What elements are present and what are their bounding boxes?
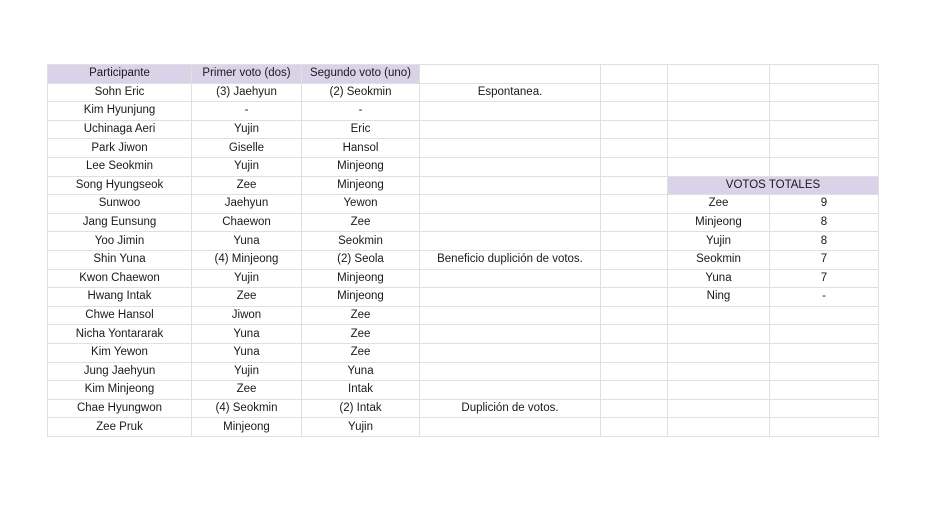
participant-cell[interactable]: Song Hyungseok	[48, 176, 192, 195]
empty-cell[interactable]	[668, 139, 770, 158]
empty-cell[interactable]	[770, 418, 879, 437]
note-cell[interactable]	[420, 102, 601, 121]
empty-cell[interactable]	[601, 232, 668, 251]
empty-cell[interactable]	[668, 325, 770, 344]
empty-cell[interactable]	[668, 157, 770, 176]
first-vote-cell[interactable]: Yujin	[192, 120, 302, 139]
first-vote-cell[interactable]: -	[192, 102, 302, 121]
table-row	[48, 288, 879, 307]
first-vote-cell[interactable]: Zee	[192, 288, 302, 307]
second-vote-cell[interactable]: Intak	[302, 381, 420, 400]
note-cell[interactable]	[420, 325, 601, 344]
empty-cell[interactable]	[601, 213, 668, 232]
table-row	[48, 195, 879, 214]
first-vote-cell[interactable]: Yujin	[192, 269, 302, 288]
first-vote-cell[interactable]: Zee	[192, 381, 302, 400]
empty-cell[interactable]	[770, 306, 879, 325]
note-cell[interactable]	[420, 176, 601, 195]
empty-cell[interactable]	[770, 83, 879, 102]
totals-votes-cell[interactable]: 8	[770, 213, 879, 232]
second-vote-cell[interactable]: Seokmin	[302, 232, 420, 251]
note-cell[interactable]	[420, 120, 601, 139]
empty-cell[interactable]	[770, 102, 879, 121]
note-cell[interactable]	[420, 269, 601, 288]
second-vote-cell[interactable]: Minjeong	[302, 269, 420, 288]
totals-title[interactable]: VOTOS TOTALES	[668, 176, 879, 195]
participant-cell[interactable]: Zee Pruk	[48, 418, 192, 437]
first-vote-cell[interactable]: Yuna	[192, 232, 302, 251]
first-vote-cell[interactable]: Chaewon	[192, 213, 302, 232]
empty-cell[interactable]	[601, 157, 668, 176]
second-vote-cell[interactable]: (2) Seokmin	[302, 83, 420, 102]
first-vote-cell[interactable]: Yuna	[192, 343, 302, 362]
participant-cell[interactable]: Hwang Intak	[48, 288, 192, 307]
note-cell[interactable]	[420, 288, 601, 307]
empty-cell[interactable]	[668, 343, 770, 362]
note-cell[interactable]	[420, 232, 601, 251]
note-cell[interactable]	[420, 343, 601, 362]
empty-cell[interactable]	[770, 362, 879, 381]
second-vote-cell[interactable]: Zee	[302, 343, 420, 362]
first-vote-cell[interactable]: (4) Seokmin	[192, 399, 302, 418]
header-first-vote[interactable]: Primer voto (dos)	[192, 65, 302, 84]
first-vote-cell[interactable]: Giselle	[192, 139, 302, 158]
second-vote-cell[interactable]: (2) Intak	[302, 399, 420, 418]
empty-cell[interactable]	[601, 139, 668, 158]
empty-cell[interactable]	[668, 83, 770, 102]
empty-cell[interactable]	[601, 65, 668, 84]
participant-cell[interactable]: Kwon Chaewon	[48, 269, 192, 288]
table-row	[48, 139, 879, 158]
totals-name-cell[interactable]: Ning	[668, 288, 770, 307]
participant-cell[interactable]: Sunwoo	[48, 195, 192, 214]
empty-cell[interactable]	[668, 120, 770, 139]
second-vote-cell[interactable]: Minjeong	[302, 288, 420, 307]
table-row	[48, 83, 879, 102]
first-vote-cell[interactable]: Minjeong	[192, 418, 302, 437]
participant-cell[interactable]: Kim Yewon	[48, 343, 192, 362]
empty-cell[interactable]	[601, 381, 668, 400]
totals-votes-cell[interactable]: 7	[770, 250, 879, 269]
participant-cell[interactable]: Jang Eunsung	[48, 213, 192, 232]
note-cell[interactable]	[420, 306, 601, 325]
participant-cell[interactable]: Jung Jaehyun	[48, 362, 192, 381]
participant-cell[interactable]: Sohn Eric	[48, 83, 192, 102]
empty-cell[interactable]	[668, 362, 770, 381]
note-cell[interactable]	[420, 213, 601, 232]
table-row	[48, 362, 879, 381]
empty-cell[interactable]	[668, 381, 770, 400]
second-vote-cell[interactable]: Yujin	[302, 418, 420, 437]
table-row	[48, 176, 879, 195]
first-vote-cell[interactable]: Yuna	[192, 325, 302, 344]
totals-votes-cell[interactable]: 9	[770, 195, 879, 214]
second-vote-cell[interactable]: Zee	[302, 325, 420, 344]
second-vote-cell[interactable]: Minjeong	[302, 176, 420, 195]
empty-cell[interactable]	[601, 269, 668, 288]
second-vote-cell[interactable]: (2) Seola	[302, 250, 420, 269]
table-row	[48, 325, 879, 344]
empty-cell[interactable]	[668, 306, 770, 325]
table-row	[48, 343, 879, 362]
header-second-vote[interactable]: Segundo voto (uno)	[302, 65, 420, 84]
participant-cell[interactable]: Shin Yuna	[48, 250, 192, 269]
second-vote-cell[interactable]: Yewon	[302, 195, 420, 214]
empty-cell[interactable]	[601, 418, 668, 437]
first-vote-cell[interactable]: Yujin	[192, 157, 302, 176]
header-participant[interactable]: Participante	[48, 65, 192, 84]
table-row	[48, 381, 879, 400]
first-vote-cell[interactable]: Jiwon	[192, 306, 302, 325]
empty-cell[interactable]	[770, 65, 879, 84]
table-row	[48, 399, 879, 418]
table-row	[48, 213, 879, 232]
second-vote-cell[interactable]: Yuna	[302, 362, 420, 381]
empty-cell[interactable]	[601, 176, 668, 195]
table-row	[48, 157, 879, 176]
totals-name-cell[interactable]: Minjeong	[668, 213, 770, 232]
totals-name-cell[interactable]: Yujin	[668, 232, 770, 251]
note-cell[interactable]: Espontanea.	[420, 83, 601, 102]
empty-cell[interactable]	[770, 139, 879, 158]
empty-cell[interactable]	[668, 418, 770, 437]
totals-votes-cell[interactable]: -	[770, 288, 879, 307]
second-vote-cell[interactable]: Eric	[302, 120, 420, 139]
participant-cell[interactable]: Chwe Hansol	[48, 306, 192, 325]
participant-cell[interactable]: Park Jiwon	[48, 139, 192, 158]
note-cell[interactable]: Beneficio duplición de votos.	[420, 250, 601, 269]
participant-cell[interactable]: Lee Seokmin	[48, 157, 192, 176]
note-cell[interactable]	[420, 362, 601, 381]
totals-votes-cell[interactable]: 8	[770, 232, 879, 251]
empty-cell[interactable]	[601, 288, 668, 307]
first-vote-cell[interactable]: Jaehyun	[192, 195, 302, 214]
second-vote-cell[interactable]: Minjeong	[302, 157, 420, 176]
empty-cell[interactable]	[770, 381, 879, 400]
table-row	[48, 306, 879, 325]
first-vote-cell[interactable]: (4) Minjeong	[192, 250, 302, 269]
empty-cell[interactable]	[601, 306, 668, 325]
participant-cell[interactable]: Yoo Jimin	[48, 232, 192, 251]
empty-cell[interactable]	[770, 120, 879, 139]
second-vote-cell[interactable]: Zee	[302, 306, 420, 325]
note-cell[interactable]	[420, 418, 601, 437]
empty-cell[interactable]	[601, 399, 668, 418]
note-cell[interactable]	[420, 381, 601, 400]
empty-cell[interactable]	[668, 399, 770, 418]
second-vote-cell[interactable]: Hansol	[302, 139, 420, 158]
note-cell[interactable]	[420, 195, 601, 214]
empty-cell[interactable]	[601, 195, 668, 214]
totals-votes-cell[interactable]: 7	[770, 269, 879, 288]
empty-cell[interactable]	[601, 362, 668, 381]
note-cell[interactable]	[420, 65, 601, 84]
participant-cell[interactable]: Chae Hyungwon	[48, 399, 192, 418]
empty-cell[interactable]	[770, 157, 879, 176]
totals-name-cell[interactable]: Yuna	[668, 269, 770, 288]
note-cell[interactable]: Duplición de votos.	[420, 399, 601, 418]
table-row	[48, 250, 879, 269]
second-vote-cell[interactable]: -	[302, 102, 420, 121]
first-vote-cell[interactable]: (3) Jaehyun	[192, 83, 302, 102]
empty-cell[interactable]	[601, 250, 668, 269]
note-cell[interactable]	[420, 157, 601, 176]
participant-cell[interactable]: Nicha Yontararak	[48, 325, 192, 344]
table-row	[48, 418, 879, 437]
table-row	[48, 120, 879, 139]
table-row	[48, 269, 879, 288]
spreadsheet-grid	[47, 64, 879, 437]
empty-cell[interactable]	[601, 325, 668, 344]
empty-cell[interactable]	[668, 102, 770, 121]
empty-cell[interactable]	[770, 399, 879, 418]
participant-cell[interactable]: Uchinaga Aeri	[48, 120, 192, 139]
empty-cell[interactable]	[668, 65, 770, 84]
totals-name-cell[interactable]: Zee	[668, 195, 770, 214]
totals-name-cell[interactable]: Seokmin	[668, 250, 770, 269]
participant-cell[interactable]: Kim Hyunjung	[48, 102, 192, 121]
first-vote-cell[interactable]: Zee	[192, 176, 302, 195]
participant-cell[interactable]: Kim Minjeong	[48, 381, 192, 400]
empty-cell[interactable]	[601, 343, 668, 362]
empty-cell[interactable]	[601, 120, 668, 139]
empty-cell[interactable]	[601, 83, 668, 102]
header-row	[48, 65, 879, 84]
empty-cell[interactable]	[770, 325, 879, 344]
second-vote-cell[interactable]: Zee	[302, 213, 420, 232]
table-row	[48, 232, 879, 251]
first-vote-cell[interactable]: Yujin	[192, 362, 302, 381]
table-row	[48, 102, 879, 121]
note-cell[interactable]	[420, 139, 601, 158]
empty-cell[interactable]	[601, 102, 668, 121]
empty-cell[interactable]	[770, 343, 879, 362]
